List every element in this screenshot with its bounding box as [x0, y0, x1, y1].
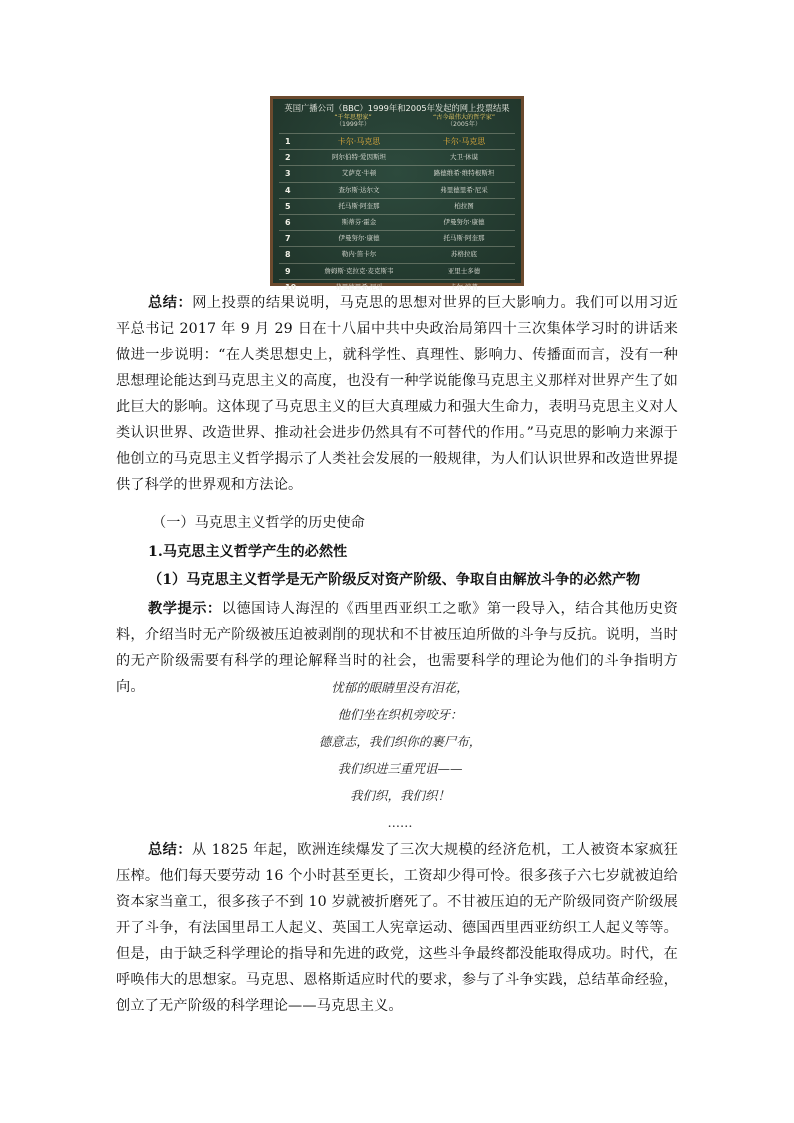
teaching-tip-label: 教学提示： [148, 601, 222, 617]
thinker-1999: 伊曼努尔·康德 [338, 234, 380, 243]
teaching-tip-text: 以德国诗人海涅的《西里西亚织工之歌》第一段导入，结合其他历史资料，介绍当时无产阶级被压迫被剥削的现状和不甘被压迫所做的斗争与反抗。说明，当时的无产阶级需要有科学的理论解释当时的社会，也需要科学的理论为他们的斗争指明方向。 [116, 601, 678, 695]
summary-paragraph-2 [116, 837, 678, 1019]
rank-number: 8 [285, 250, 291, 260]
rank-number: 1 [285, 137, 291, 146]
thinker-1999: 卡尔·马克思 [337, 137, 381, 146]
rank-number: 10 [285, 282, 297, 292]
board-title: 英国广播公司（BBC）1999年和2005年发起的网上投票结果 [284, 103, 510, 113]
board-col1-header [303, 114, 403, 128]
poem-line: 他们坐在织机旁咬牙： [337, 707, 463, 722]
board-row [279, 246, 515, 262]
board-row [279, 214, 515, 230]
board-row [279, 165, 515, 181]
board-col1-year: （1999年） [335, 121, 371, 128]
point-heading: （1）马克思主义哲学是无产阶级反对资产阶级、争取自由解放斗争的必然产物 [148, 572, 641, 588]
section-heading: （一）马克思主义哲学的历史使命 [152, 515, 365, 531]
board-row [279, 133, 515, 149]
board-col2-year: （2005年） [446, 121, 482, 128]
board-row [279, 182, 515, 198]
poem-ellipsis: …… [387, 815, 413, 830]
board-row [279, 149, 515, 165]
poem-block [220, 674, 580, 836]
board-col1-title: “千年思想家” [334, 114, 372, 121]
philosopher-2005: 亚里士多德 [447, 266, 481, 275]
summary-paragraph-1 [116, 290, 678, 498]
summary-label: 总结： [148, 842, 192, 858]
thinker-1999: 弗里德里希·尼采 [335, 282, 383, 291]
rank-number: 6 [285, 217, 291, 227]
poem-line: 德意志，我们织你的裹尸布， [318, 734, 482, 749]
board-row [279, 230, 515, 246]
thinker-1999: 勒内·笛卡尔 [341, 250, 377, 259]
poem-line: 我们织进三重咒诅—— [337, 761, 463, 776]
philosopher-2005: 弗里德里希·尼采 [440, 185, 488, 194]
rank-number: 4 [285, 185, 291, 195]
thinker-1999: 艾萨克·牛顿 [341, 169, 377, 178]
poem-line: 我们织，我们织！ [349, 788, 450, 803]
thinker-1999: 阿尔伯特·爱因斯坦 [331, 153, 387, 162]
board-row [279, 263, 515, 279]
philosopher-2005: 卡尔·马克思 [442, 137, 486, 146]
rank-number: 2 [285, 153, 291, 163]
summary-label: 总结： [148, 295, 193, 311]
summary-text: 网上投票的结果说明，马克思的思想对世界的巨大影响力。我们可以用习近平总书记 2017 年 9 月 29 日在十八届中共中央政治局第四十三次集体学习时的讲话来做进一步说明：“在人类思想史上，就科学性、真理性、影响力、传播面而言，没有一种思想理论能达到马克思主义的高度，也没有一种学说能像马克思主义那样对世界产生了如此巨大的影响。这体现了马克思主义的巨大真理威力和强大生命力，表明马克思主义对人类认识世界、改造世界、推动社会进步仍然具有不可替代的作用。”马克思的影响力来源于他创立的马克思主义哲学揭示了人类社会发展的一般规律，为人们认识世界和改造世界提供了科学的世界观和方法论。 [116, 295, 679, 493]
philosopher-2005: 路德维希·维特根斯坦 [433, 169, 495, 178]
board-col2-header [409, 114, 519, 128]
rank-number: 7 [285, 234, 291, 244]
philosopher-2005: 苏格拉底 [451, 250, 477, 259]
board-ranking-list [279, 133, 515, 295]
rank-number: 3 [285, 169, 291, 179]
summary-text: 从 1825 年起，欧洲连续爆发了三次大规模的经济危机，工人被资本家疯狂压榨。他们每天要劳动 16 个小时甚至更长，工资却少得可怜。很多孩子六七岁就被迫给资本家当童工，很多孩子不到 10 岁就被折磨死了。不甘被压迫的无产阶级同资产阶级展开了斗争，有法国里昂工人起义、英国工人宪章运动、德国西里西亚纺织工人起义等等。但是，由于缺乏科学理论的指导和先进的政党，这些斗争最终都没能取得成功。时代，在呼唤伟大的思想家。马克思、恩格斯适应时代的要求，参与了斗争实践，总结革命经验，创立了无产阶级的科学理论——马克思主义。 [116, 842, 678, 1014]
bbc-poll-chalkboard-image [270, 96, 524, 292]
poem-line: 忧郁的眼睛里没有泪花， [331, 680, 469, 695]
rank-number: 5 [285, 201, 291, 211]
philosopher-2005: 托马斯·阿奎那 [443, 234, 485, 243]
subsection-heading: 1.马克思主义哲学产生的必然性 [148, 544, 348, 560]
thinker-1999: 斯蒂芬·霍金 [341, 217, 377, 226]
thinker-1999: 詹姆斯·克拉克·麦克斯韦 [324, 266, 394, 275]
thinker-1999: 查尔斯·达尔文 [338, 185, 380, 194]
board-row [279, 198, 515, 214]
board-col2-title: “古今最伟大的哲学家” [432, 114, 496, 121]
thinker-1999: 托马斯·阿奎那 [338, 201, 380, 210]
philosopher-2005: 伊曼努尔·康德 [443, 217, 485, 226]
philosopher-2005: 卡尔·波普 [449, 282, 479, 291]
philosopher-2005: 大卫·休谟 [449, 153, 479, 162]
rank-number: 9 [285, 266, 291, 276]
philosopher-2005: 柏拉图 [454, 201, 474, 210]
